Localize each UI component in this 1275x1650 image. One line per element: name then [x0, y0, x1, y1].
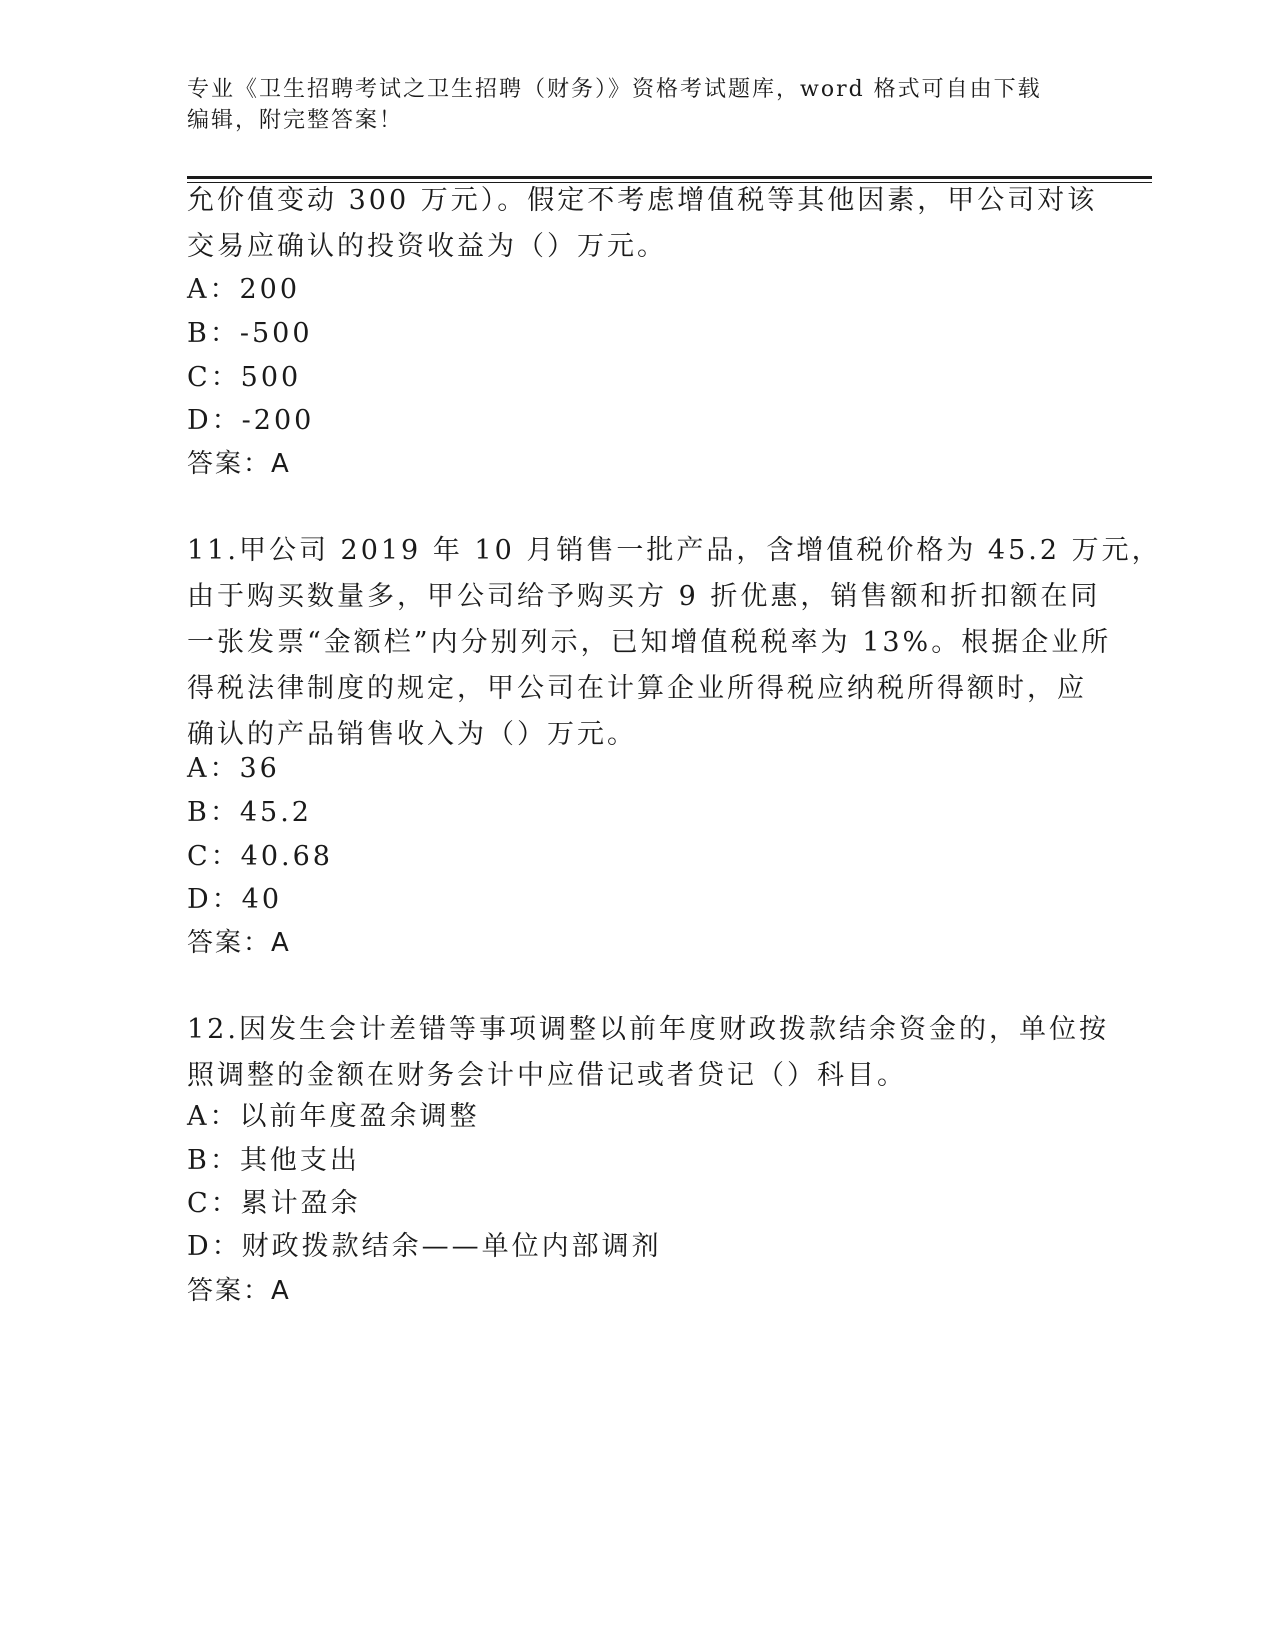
question-12-option-b: B：其他支出: [187, 1145, 360, 1176]
question-10-answer: 答案：A: [187, 449, 291, 479]
question-12-stem-line: 照调整的金额在财务会计中应借记或者贷记（）科目。: [187, 1060, 907, 1091]
question-12-option-a: A：以前年度盈余调整: [187, 1101, 480, 1132]
question-10-option-c: C：500: [187, 362, 302, 393]
question-12-answer: 答案：A: [187, 1276, 291, 1306]
question-11-stem-line: 11.甲公司 2019 年 10 月销售一批产品，含增值税价格为 45.2 万元，: [187, 535, 1162, 566]
question-10-option-d: D：-200: [187, 405, 315, 436]
document-header: [187, 74, 1087, 136]
question-10-option-b: B：-500: [187, 318, 313, 349]
question-10-option-a: A：200: [187, 274, 301, 305]
question-11-answer: 答案：A: [187, 928, 291, 958]
question-11-stem-line: 得税法律制度的规定，甲公司在计算企业所得税应纳税所得额时，应: [187, 673, 1087, 704]
header-line-2: 编辑，附完整答案！: [187, 108, 404, 133]
question-11-option-b: B：45.2: [187, 797, 312, 828]
question-10-stem-line: 交易应确认的投资收益为（）万元。: [187, 231, 667, 262]
header-line-1: 专业《卫生招聘考试之卫生招聘（财务）》资格考试题库，word 格式可自由下载: [187, 77, 1042, 102]
question-12-stem: [187, 1007, 1109, 1099]
question-11-option-d: D：40: [187, 884, 283, 915]
question-12-stem-line: 12.因发生会计差错等事项调整以前年度财政拨款结余资金的，单位按: [187, 1014, 1109, 1045]
question-12-option-d: D：财政拨款结余——单位内部调剂: [187, 1231, 662, 1262]
question-11-stem-line: 确认的产品销售收入为（）万元。: [187, 719, 637, 750]
question-11-option-c: C：40.68: [187, 841, 333, 872]
question-10-stem: [187, 178, 1098, 270]
question-10-stem-line: 允价值变动 300 万元）。假定不考虑增值税等其他因素，甲公司对该: [187, 185, 1098, 216]
question-11-stem: [187, 528, 1162, 758]
question-11-option-a: A：36: [187, 753, 280, 784]
question-11-stem-line: 由于购买数量多，甲公司给予购买方 9 折优惠，销售额和折扣额在同: [187, 581, 1101, 612]
question-11-stem-line: 一张发票“金额栏”内分别列示，已知增值税税率为 13%。根据企业所: [187, 627, 1112, 658]
question-12-option-c: C：累计盈余: [187, 1188, 361, 1219]
